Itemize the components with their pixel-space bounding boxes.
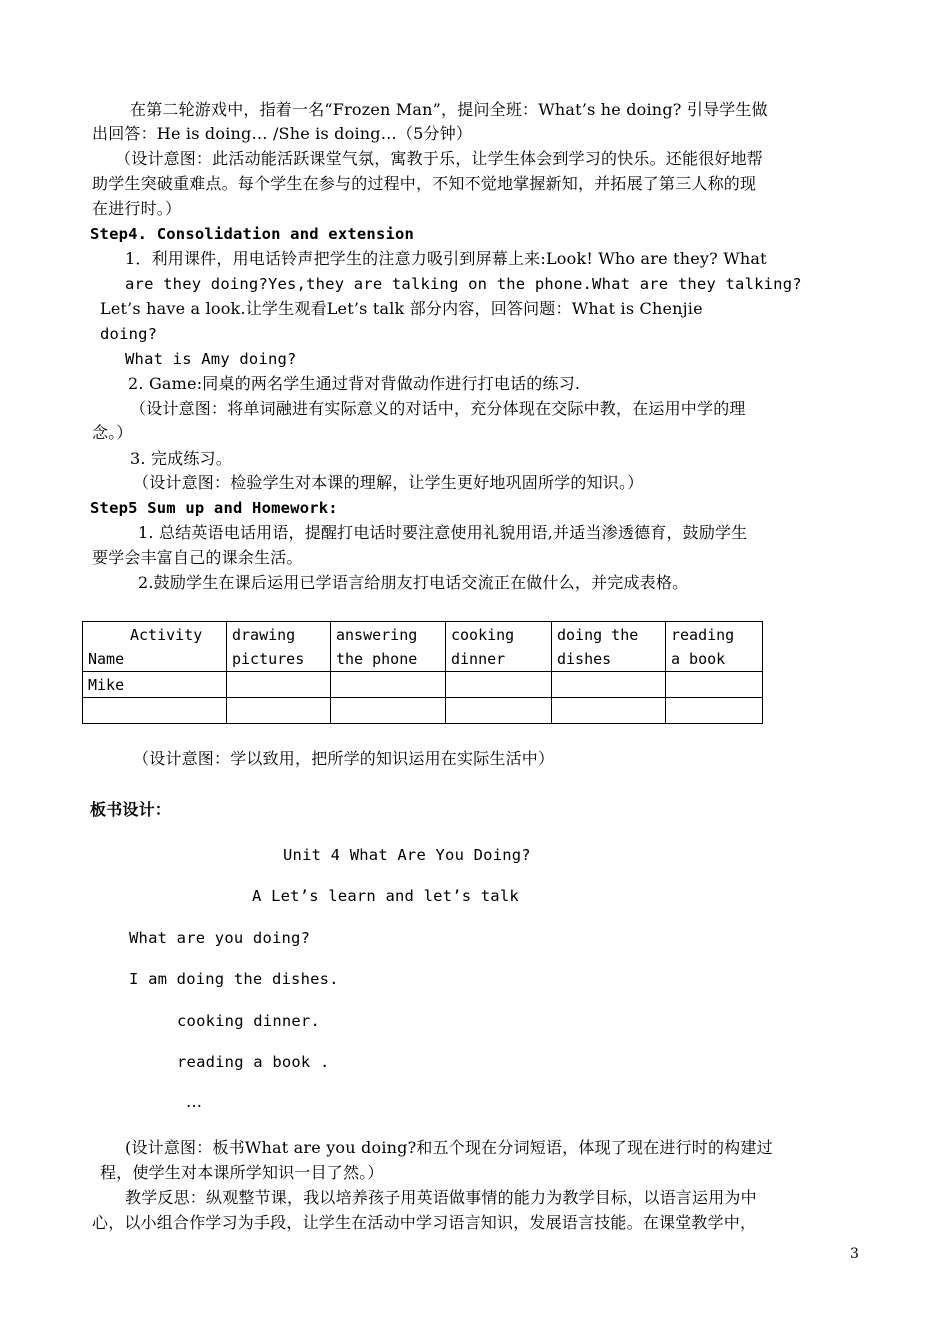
table-cell <box>331 698 446 724</box>
step4-item1-line2: are they doing?Yes,they are talking on the phone.What are they talking? <box>125 275 802 293</box>
design-intent-1-end: 在进行时。） <box>92 199 182 218</box>
design-intent-2: （设计意图：将单词融进有实际意义的对话中，充分体现在交际中教，在运用中学的理 <box>130 399 746 418</box>
table-cell <box>446 672 552 698</box>
table-cell <box>227 672 331 698</box>
design-intent-5-cont: 程，使学生对本课所学知识一目了然。） <box>100 1163 384 1182</box>
board-answer: I am doing the dishes. <box>129 970 339 988</box>
design-intent-4: （设计意图：学以致用，把所学的知识运用在实际生活中） <box>133 749 555 768</box>
table-cell <box>666 672 763 698</box>
table-header-cell: doing the dishes <box>552 622 666 672</box>
step5-item1-cont: 要学会丰富自己的课余生活。 <box>92 548 303 567</box>
board-question: What are you doing? <box>129 929 311 947</box>
table-header-cell: Activity Name <box>83 622 227 672</box>
step4-heading: Step4. Consolidation and extension <box>90 225 415 243</box>
board-phrase: reading a book . <box>177 1053 330 1071</box>
board-design-heading: 板书设计： <box>90 800 172 819</box>
step4-item3: 3. 完成练习。 <box>130 449 232 468</box>
teaching-reflection: 教学反思：纵观整节课，我以培养孩子用英语做事情的能力为教学目标，以语言运用为中 <box>125 1188 757 1207</box>
table-cell <box>552 698 666 724</box>
step4-item1-line4: doing? <box>100 325 158 343</box>
step5-item1: 1. 总结英语电话用语，提醒打电话时要注意使用礼貌用语,并适当渗透德育，鼓励学生 <box>138 523 748 542</box>
table-cell <box>83 698 227 724</box>
board-lesson-title: A Let’s learn and let’s talk <box>252 887 519 905</box>
paragraph-game2: 在第二轮游戏中，指着一名“Frozen Man”，提问全班：What’s he doing? 引导学生做 <box>130 100 768 119</box>
board-phrase: cooking dinner. <box>177 1012 320 1030</box>
step4-item1-line5: What is Amy doing? <box>125 350 297 368</box>
design-intent-2-cont: 念。） <box>92 423 133 442</box>
board-unit-title: Unit 4 What Are You Doing? <box>283 846 531 864</box>
table-header-row <box>83 622 763 672</box>
table-header-cell: drawing pictures <box>227 622 331 672</box>
design-intent-1-cont: 助学生突破重难点。每个学生在参与的过程中，不知不觉地掌握新知，并拓展了第三人称的现 <box>92 174 757 193</box>
step4-item1: 1．利用课件，用电话铃声把学生的注意力吸引到屏幕上来:Look! Who are they? What <box>125 249 767 268</box>
page-number: 3 <box>850 1246 859 1262</box>
step4-item2: 2. Game:同桌的两名学生通过背对背做动作进行打电话的练习. <box>128 374 581 393</box>
table-cell <box>666 698 763 724</box>
table-header-cell: reading a book <box>666 622 763 672</box>
table-row <box>83 672 763 698</box>
board-ellipsis: … <box>186 1092 203 1111</box>
paragraph-game2-cont: 出回答：He is doing… /She is doing…（5分钟） <box>92 124 473 143</box>
teaching-reflection-cont: 心，以小组合作学习为手段，让学生在活动中学习语言知识，发展语言技能。在课堂教学中， <box>92 1213 757 1232</box>
table-header-cell: answering the phone <box>331 622 446 672</box>
step5-item2: 2.鼓励学生在课后运用已学语言给朋友打电话交流正在做什么，并完成表格。 <box>138 573 689 592</box>
table-cell <box>552 672 666 698</box>
table-cell: Mike <box>83 672 227 698</box>
table-cell <box>331 672 446 698</box>
table-header-cell: cooking dinner <box>446 622 552 672</box>
design-intent-3: （设计意图：检验学生对本课的理解，让学生更好地巩固所学的知识。） <box>133 473 644 492</box>
table-cell <box>227 698 331 724</box>
design-intent-1: （设计意图：此活动能活跃课堂气氛，寓教于乐，让学生体会到学习的快乐。还能很好地帮 <box>115 149 764 168</box>
step4-item1-line3: Let’s have a look.让学生观看Let’s talk 部分内容，回答问题：What is Chenjie <box>100 299 703 318</box>
activity-table <box>82 621 763 724</box>
table-row <box>83 698 763 724</box>
table-cell <box>446 698 552 724</box>
step5-heading: Step5 Sum up and Homework: <box>90 499 338 517</box>
design-intent-5: (设计意图：板书What are you doing?和五个现在分词短语，体现了现在进行时的构建过 <box>125 1138 773 1157</box>
